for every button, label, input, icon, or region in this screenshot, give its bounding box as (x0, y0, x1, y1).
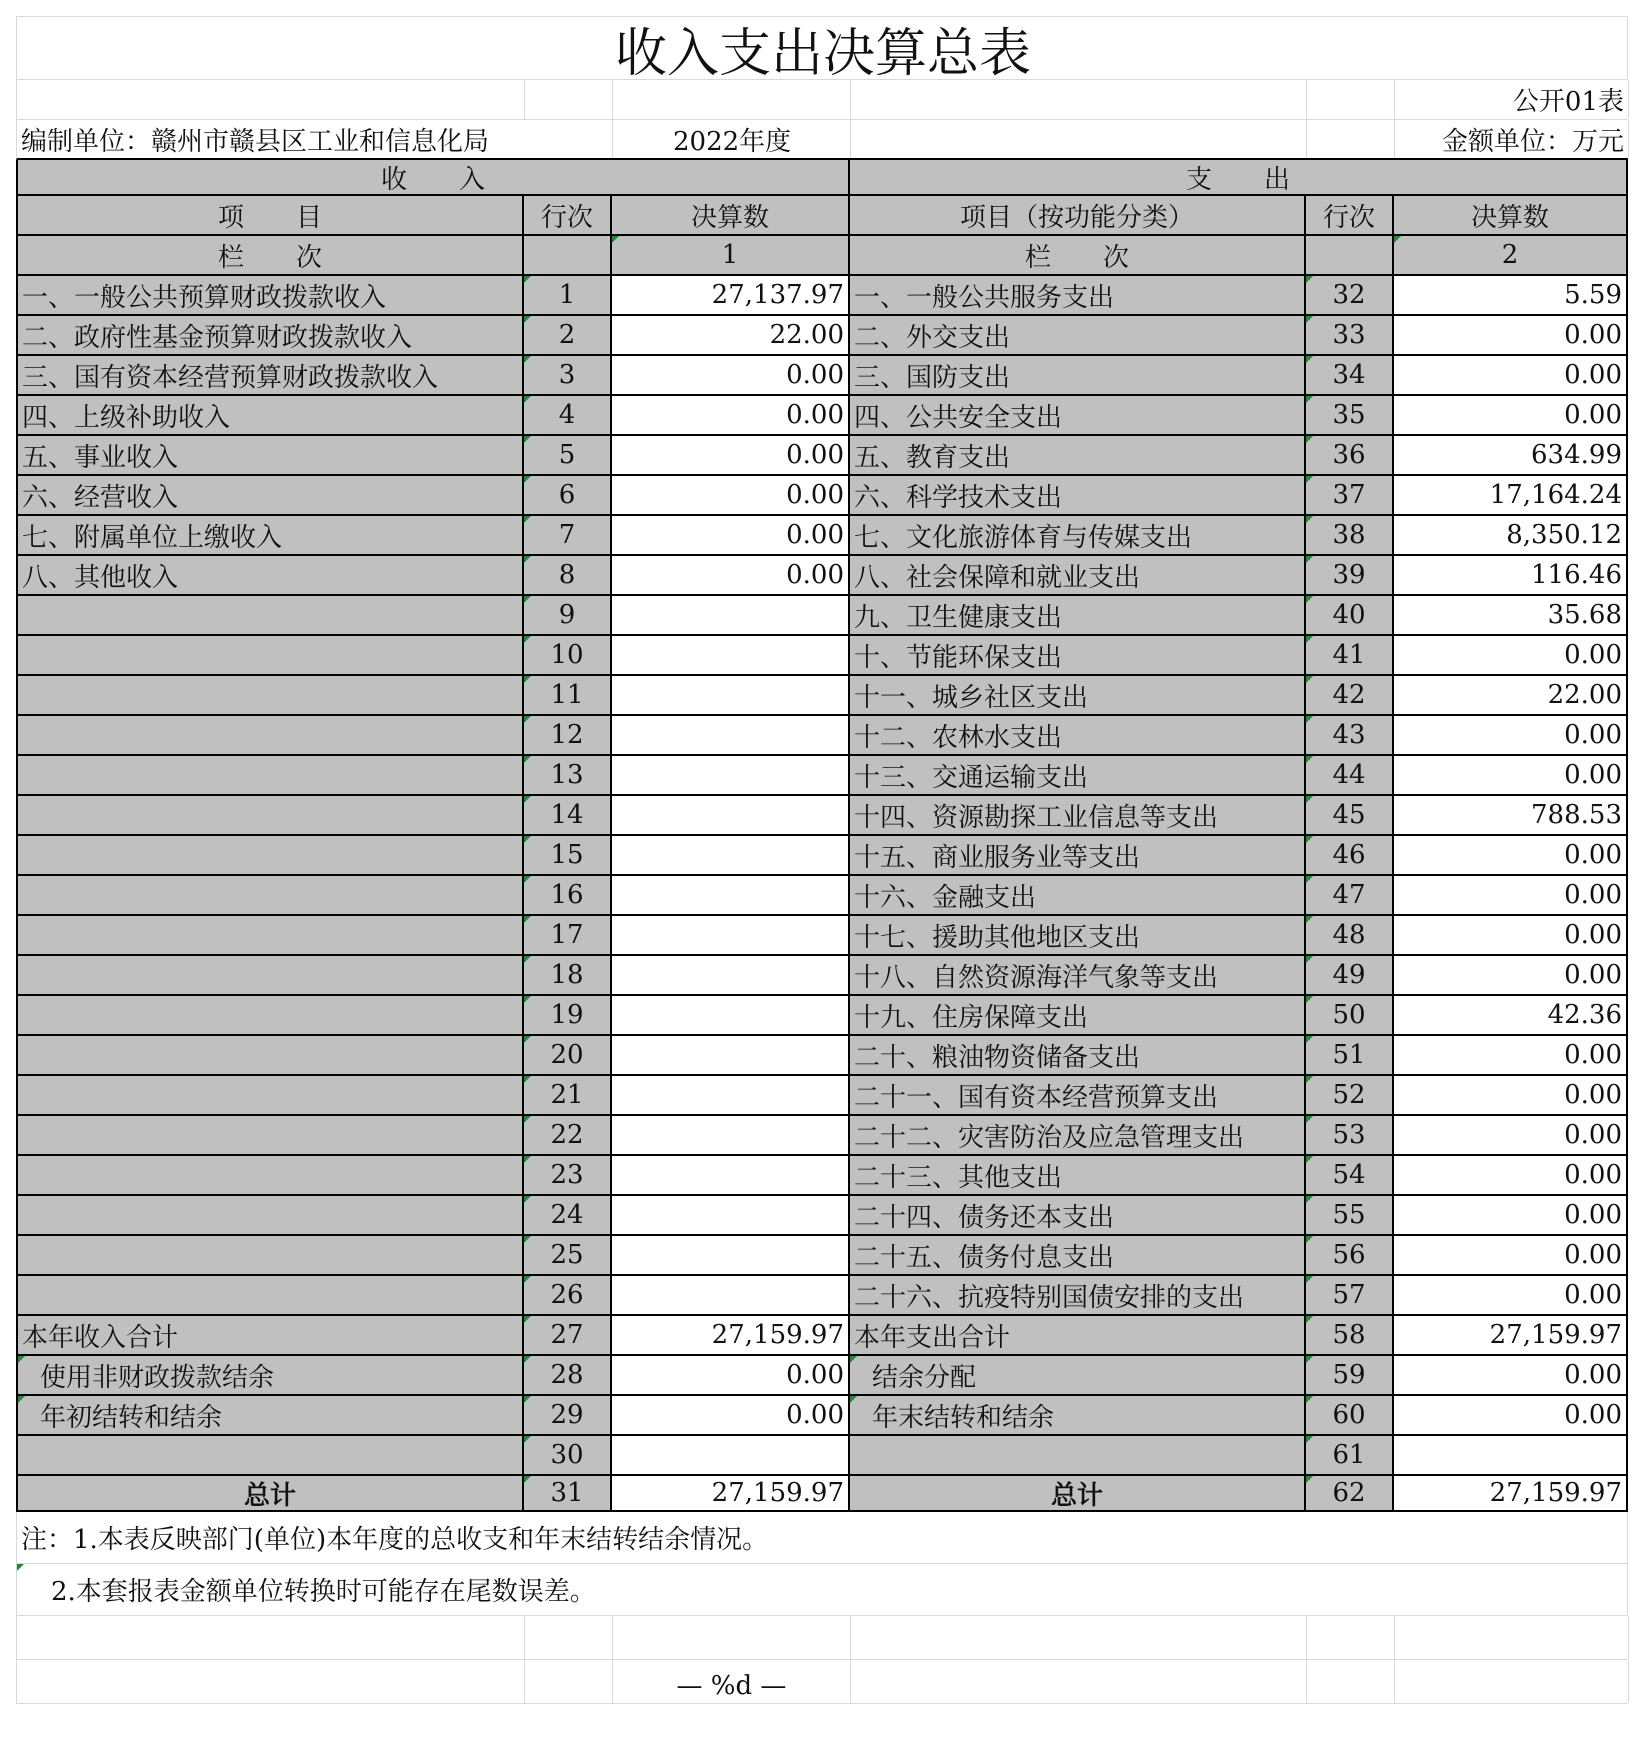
income-amount (612, 796, 850, 836)
col-index-label: 栏 次 (850, 236, 1306, 276)
line-number: 17 (524, 916, 612, 956)
income-item-label (16, 796, 524, 836)
line-number: 9 (524, 596, 612, 636)
income-item-label (16, 1236, 524, 1276)
income-amount (612, 596, 850, 636)
line-number: 22 (524, 1116, 612, 1156)
expense-amount: 0.00 (1394, 756, 1628, 796)
line-number: 40 (1306, 596, 1394, 636)
income-item-label: 一、一般公共预算财政拨款收入 (16, 276, 524, 316)
income-amount (612, 1116, 850, 1156)
line-number: 32 (1306, 276, 1394, 316)
spreadsheet (16, 16, 1628, 1704)
expense-item-label: 五、教育支出 (850, 436, 1306, 476)
table-row (16, 316, 1628, 356)
expense-item-label: 七、文化旅游体育与传媒支出 (850, 516, 1306, 556)
expense-amount: 634.99 (1394, 436, 1628, 476)
table-row (16, 476, 1628, 516)
income-item-label (16, 1116, 524, 1156)
income-item-label: 二、政府性基金预算财政拨款收入 (16, 316, 524, 356)
expense-item-label: 二十、粮油物资储备支出 (850, 1036, 1306, 1076)
col-amount: 决算数 (612, 196, 850, 236)
table-row (16, 1276, 1628, 1316)
line-number: 56 (1306, 1236, 1394, 1276)
expense-amount: 0.00 (1394, 636, 1628, 676)
expense-amount: 0.00 (1394, 876, 1628, 916)
expense-item-label: 十八、自然资源海洋气象等支出 (850, 956, 1306, 996)
table-row (16, 676, 1628, 716)
expense-item-label: 二十四、债务还本支出 (850, 1196, 1306, 1236)
expense-item-label: 十七、援助其他地区支出 (850, 916, 1306, 956)
income-amount: 27,137.97 (612, 276, 850, 316)
line-number: 55 (1306, 1196, 1394, 1236)
line-number: 36 (1306, 436, 1394, 476)
income-item-label (16, 1276, 524, 1316)
expense-item-label: 二十二、灾害防治及应急管理支出 (850, 1116, 1306, 1156)
income-amount: 0.00 (612, 476, 850, 516)
line-number: 25 (524, 1236, 612, 1276)
expense-amount: 0.00 (1394, 1356, 1628, 1396)
income-item-label (16, 876, 524, 916)
col-amount: 决算数 (1394, 196, 1628, 236)
expense-item-label: 二十六、抗疫特别国债安排的支出 (850, 1276, 1306, 1316)
line-number: 11 (524, 676, 612, 716)
expense-amount: 0.00 (1394, 716, 1628, 756)
title-row (16, 16, 1628, 80)
income-item-label: 年初结转和结余 (16, 1396, 524, 1436)
expense-amount: 0.00 (1394, 396, 1628, 436)
income-amount (612, 1076, 850, 1116)
income-amount (612, 1196, 850, 1236)
table-row (16, 1156, 1628, 1196)
table-body (16, 276, 1628, 1316)
line-number: 4 (524, 396, 612, 436)
table-row (16, 396, 1628, 436)
income-amount (612, 756, 850, 796)
table-row (16, 556, 1628, 596)
income-amount (612, 876, 850, 916)
income-item-label: 五、事业收入 (16, 436, 524, 476)
line-number: 18 (524, 956, 612, 996)
expense-amount: 17,164.24 (1394, 476, 1628, 516)
currency-label: 金额单位：万元 (1395, 120, 1629, 158)
expense-item-label: 六、科学技术支出 (850, 476, 1306, 516)
line-number: 45 (1306, 796, 1394, 836)
expense-amount: 8,350.12 (1394, 516, 1628, 556)
income-amount: 0.00 (612, 396, 850, 436)
line-number: 54 (1306, 1156, 1394, 1196)
line-number: 3 (524, 356, 612, 396)
income-item-label (16, 1196, 524, 1236)
expense-item-label: 三、国防支出 (850, 356, 1306, 396)
table-row (16, 876, 1628, 916)
column-header-row (16, 196, 1628, 236)
table-row (16, 1356, 1628, 1396)
line-number: 1 (524, 276, 612, 316)
line-number: 13 (524, 756, 612, 796)
income-amount: 0.00 (612, 1356, 850, 1396)
line-number: 33 (1306, 316, 1394, 356)
expense-item-label: 十一、城乡社区支出 (850, 676, 1306, 716)
line-number: 37 (1306, 476, 1394, 516)
expense-item-label: 十六、金融支出 (850, 876, 1306, 916)
line-number: 43 (1306, 716, 1394, 756)
line-number: 10 (524, 636, 612, 676)
footer-row (16, 1660, 1628, 1704)
expense-item-label (850, 1436, 1306, 1476)
expense-subtotal-label: 本年支出合计 (850, 1316, 1306, 1356)
line-number: 57 (1306, 1276, 1394, 1316)
expense-amount: 35.68 (1394, 596, 1628, 636)
table-row (16, 356, 1628, 396)
blank-row (16, 1616, 1628, 1660)
col-line: 行次 (524, 196, 612, 236)
col-index-2: 2 (1394, 236, 1628, 276)
line-number: 7 (524, 516, 612, 556)
unit-row (16, 120, 1628, 160)
expense-amount: 0.00 (1394, 1396, 1628, 1436)
table-row (16, 756, 1628, 796)
expense-amount: 0.00 (1394, 1196, 1628, 1236)
section-header-row (16, 160, 1628, 196)
income-amount: 0.00 (612, 436, 850, 476)
table-row (16, 436, 1628, 476)
line-number: 41 (1306, 636, 1394, 676)
line-number: 59 (1306, 1356, 1394, 1396)
line-number: 29 (524, 1396, 612, 1436)
line-number: 44 (1306, 756, 1394, 796)
note-1: 注：1.本表反映部门(单位)本年度的总收支和年末结转结余情况。 (21, 1525, 769, 1555)
table-row (16, 1076, 1628, 1116)
table-row (16, 276, 1628, 316)
line-number: 19 (524, 996, 612, 1036)
line-number: 47 (1306, 876, 1394, 916)
expense-item-label: 十九、住房保障支出 (850, 996, 1306, 1036)
col-line: 行次 (1306, 196, 1394, 236)
expense-amount: 788.53 (1394, 796, 1628, 836)
line-number: 61 (1306, 1436, 1394, 1476)
table-row (16, 836, 1628, 876)
expense-item-label: 十四、资源勘探工业信息等支出 (850, 796, 1306, 836)
line-number: 26 (524, 1276, 612, 1316)
table-row (16, 996, 1628, 1036)
expense-total-value: 27,159.97 (1394, 1476, 1628, 1512)
income-item-label: 七、附属单位上缴收入 (16, 516, 524, 556)
expense-item-label: 九、卫生健康支出 (850, 596, 1306, 636)
line-number: 5 (524, 436, 612, 476)
income-amount (612, 1436, 850, 1476)
expense-item-label: 十五、商业服务业等支出 (850, 836, 1306, 876)
income-amount (612, 996, 850, 1036)
income-amount (612, 1236, 850, 1276)
table-row (16, 716, 1628, 756)
expense-item-label: 八、社会保障和就业支出 (850, 556, 1306, 596)
extra-rows (16, 1356, 1628, 1476)
expense-amount: 0.00 (1394, 956, 1628, 996)
income-item-label (16, 1436, 524, 1476)
table-row (16, 516, 1628, 556)
total-row (16, 1476, 1628, 1512)
line-number: 60 (1306, 1396, 1394, 1436)
income-item-label (16, 916, 524, 956)
form-code: 公开01表 (1395, 80, 1629, 119)
line-number: 8 (524, 556, 612, 596)
table-row (16, 956, 1628, 996)
line-number: 42 (1306, 676, 1394, 716)
subtotal-row (16, 1316, 1628, 1356)
expense-amount: 116.46 (1394, 556, 1628, 596)
income-subtotal-label: 本年收入合计 (16, 1316, 524, 1356)
line-number: 21 (524, 1076, 612, 1116)
line-number: 20 (524, 1036, 612, 1076)
line-number: 2 (524, 316, 612, 356)
unit-label: 编制单位：赣州市赣县区工业和信息化局 (17, 120, 613, 158)
income-item-label (16, 1156, 524, 1196)
expense-amount: 0.00 (1394, 1036, 1628, 1076)
line-number: 35 (1306, 396, 1394, 436)
table-row (16, 1436, 1628, 1476)
income-item-label (16, 636, 524, 676)
expense-amount: 22.00 (1394, 676, 1628, 716)
note-row-1 (16, 1512, 1628, 1564)
line-number: 52 (1306, 1076, 1394, 1116)
line-number: 31 (524, 1476, 612, 1512)
column-index-row (16, 236, 1628, 276)
income-item-label (16, 956, 524, 996)
line-number: 28 (524, 1356, 612, 1396)
line-number: 34 (1306, 356, 1394, 396)
income-item-label: 使用非财政拨款结余 (16, 1356, 524, 1396)
expense-item-label: 四、公共安全支出 (850, 396, 1306, 436)
table-row (16, 1036, 1628, 1076)
expense-header: 支 出 (850, 160, 1628, 196)
income-total-value: 27,159.97 (612, 1476, 850, 1512)
income-item-label (16, 996, 524, 1036)
expense-item-label: 十二、农林水支出 (850, 716, 1306, 756)
line-number: 27 (524, 1316, 612, 1356)
line-number: 50 (1306, 996, 1394, 1036)
expense-item-label: 十三、交通运输支出 (850, 756, 1306, 796)
expense-item-label: 二、外交支出 (850, 316, 1306, 356)
col-index-label: 栏 次 (16, 236, 524, 276)
income-item-label (16, 836, 524, 876)
income-amount: 0.00 (612, 516, 850, 556)
line-number: 39 (1306, 556, 1394, 596)
line-number: 24 (524, 1196, 612, 1236)
expense-item-label: 二十三、其他支出 (850, 1156, 1306, 1196)
line-number: 38 (1306, 516, 1394, 556)
income-item-label (16, 676, 524, 716)
expense-amount: 5.59 (1394, 276, 1628, 316)
income-item-label (16, 596, 524, 636)
income-item-label (16, 1076, 524, 1116)
expense-item-label: 结余分配 (850, 1356, 1306, 1396)
income-item-label: 四、上级补助收入 (16, 396, 524, 436)
income-item-label (16, 756, 524, 796)
line-number: 48 (1306, 916, 1394, 956)
expense-amount: 0.00 (1394, 1076, 1628, 1116)
income-item-label: 八、其他收入 (16, 556, 524, 596)
table-row (16, 1196, 1628, 1236)
line-number: 15 (524, 836, 612, 876)
table-row (16, 1116, 1628, 1156)
page-title: 收入支出决算总表 (614, 23, 1031, 79)
income-item-label (16, 716, 524, 756)
col-item: 项 目 (16, 196, 524, 236)
expense-amount: 0.00 (1394, 1276, 1628, 1316)
expense-amount (1394, 1436, 1628, 1476)
page-number: — %d — (613, 1660, 851, 1703)
income-subtotal-value: 27,159.97 (612, 1316, 850, 1356)
income-amount: 0.00 (612, 356, 850, 396)
table-row (16, 1396, 1628, 1436)
expense-amount: 0.00 (1394, 836, 1628, 876)
line-number: 62 (1306, 1476, 1394, 1512)
expense-amount: 0.00 (1394, 1156, 1628, 1196)
table-row (16, 796, 1628, 836)
income-amount (612, 1276, 850, 1316)
line-number: 58 (1306, 1316, 1394, 1356)
line-number: 30 (524, 1436, 612, 1476)
income-amount: 22.00 (612, 316, 850, 356)
income-amount (612, 716, 850, 756)
col-item-func: 项目（按功能分类） (850, 196, 1306, 236)
income-amount (612, 956, 850, 996)
income-total-label: 总计 (16, 1476, 524, 1512)
income-amount (612, 916, 850, 956)
income-amount (612, 836, 850, 876)
line-number: 14 (524, 796, 612, 836)
expense-subtotal-value: 27,159.97 (1394, 1316, 1628, 1356)
line-number: 46 (1306, 836, 1394, 876)
expense-amount: 0.00 (1394, 916, 1628, 956)
expense-item-label: 一、一般公共服务支出 (850, 276, 1306, 316)
table-row (16, 636, 1628, 676)
expense-item-label: 二十一、国有资本经营预算支出 (850, 1076, 1306, 1116)
line-number: 53 (1306, 1116, 1394, 1156)
line-number: 16 (524, 876, 612, 916)
income-amount (612, 1156, 850, 1196)
note-2: 2.本套报表金额单位转换时可能存在尾数误差。 (17, 1564, 1629, 1615)
table-row (16, 916, 1628, 956)
income-item-label: 三、国有资本经营预算财政拨款收入 (16, 356, 524, 396)
line-number: 6 (524, 476, 612, 516)
line-number: 12 (524, 716, 612, 756)
line-number: 51 (1306, 1036, 1394, 1076)
table-row (16, 1236, 1628, 1276)
form-code-row (16, 80, 1628, 120)
expense-item-label: 二十五、债务付息支出 (850, 1236, 1306, 1276)
expense-amount: 0.00 (1394, 356, 1628, 396)
report-table (16, 160, 1628, 1512)
expense-amount: 0.00 (1394, 1116, 1628, 1156)
table-row (16, 596, 1628, 636)
income-amount: 0.00 (612, 556, 850, 596)
line-number: 49 (1306, 956, 1394, 996)
line-number: 23 (524, 1156, 612, 1196)
expense-item-label: 年末结转和结余 (850, 1396, 1306, 1436)
expense-item-label: 十、节能环保支出 (850, 636, 1306, 676)
expense-amount: 42.36 (1394, 996, 1628, 1036)
report-year: 2022年度 (613, 120, 851, 158)
income-item-label: 六、经营收入 (16, 476, 524, 516)
income-amount (612, 636, 850, 676)
expense-amount: 0.00 (1394, 316, 1628, 356)
col-index-1: 1 (612, 236, 850, 276)
income-header: 收 入 (16, 160, 850, 196)
expense-amount: 0.00 (1394, 1236, 1628, 1276)
income-amount: 0.00 (612, 1396, 850, 1436)
expense-total-label: 总计 (850, 1476, 1306, 1512)
income-amount (612, 676, 850, 716)
note-row-2 (16, 1564, 1628, 1616)
income-amount (612, 1036, 850, 1076)
income-item-label (16, 1036, 524, 1076)
